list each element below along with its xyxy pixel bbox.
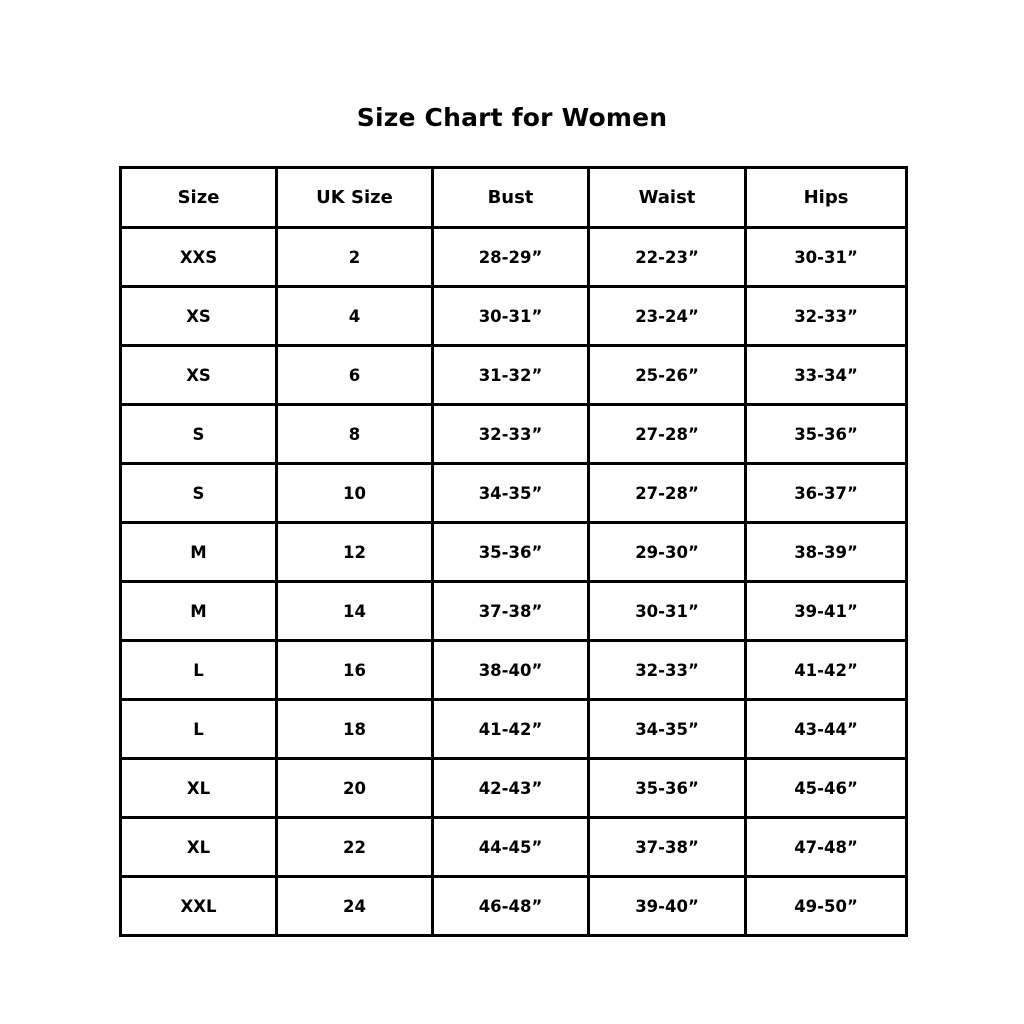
table-cell: 44-45”	[433, 818, 589, 877]
table-cell: 42-43”	[433, 759, 589, 818]
table-cell: 8	[277, 405, 433, 464]
size-chart-table-container	[119, 166, 905, 937]
table-cell: 35-36”	[589, 759, 746, 818]
table-cell: 34-35”	[589, 700, 746, 759]
table-cell: 33-34”	[746, 346, 907, 405]
table-cell: 37-38”	[433, 582, 589, 641]
table-cell: 12	[277, 523, 433, 582]
table-cell: XS	[121, 287, 277, 346]
table-cell: XXL	[121, 877, 277, 936]
table-cell: 32-33”	[589, 641, 746, 700]
table-row	[121, 346, 907, 405]
size-chart-table	[119, 166, 908, 937]
table-cell: 38-39”	[746, 523, 907, 582]
table-cell: 24	[277, 877, 433, 936]
table-row	[121, 641, 907, 700]
table-row	[121, 700, 907, 759]
table-cell: XL	[121, 759, 277, 818]
table-cell: 22	[277, 818, 433, 877]
table-row	[121, 877, 907, 936]
table-cell: S	[121, 464, 277, 523]
table-cell: 16	[277, 641, 433, 700]
table-cell: 37-38”	[589, 818, 746, 877]
table-body	[121, 228, 907, 936]
column-header-waist: Waist	[589, 168, 746, 228]
table-cell: 39-41”	[746, 582, 907, 641]
column-header-hips: Hips	[746, 168, 907, 228]
table-header-row	[121, 168, 907, 228]
table-cell: 35-36”	[433, 523, 589, 582]
table-cell: 2	[277, 228, 433, 287]
table-cell: 14	[277, 582, 433, 641]
table-row	[121, 523, 907, 582]
table-row	[121, 759, 907, 818]
column-header-uk-size: UK Size	[277, 168, 433, 228]
table-cell: 45-46”	[746, 759, 907, 818]
table-cell: 27-28”	[589, 405, 746, 464]
table-row	[121, 287, 907, 346]
table-cell: 10	[277, 464, 433, 523]
table-cell: 32-33”	[746, 287, 907, 346]
table-cell: 31-32”	[433, 346, 589, 405]
table-row	[121, 818, 907, 877]
table-cell: XS	[121, 346, 277, 405]
table-cell: XXS	[121, 228, 277, 287]
table-cell: M	[121, 523, 277, 582]
table-cell: 36-37”	[746, 464, 907, 523]
table-cell: 18	[277, 700, 433, 759]
table-row	[121, 464, 907, 523]
table-cell: 4	[277, 287, 433, 346]
table-cell: L	[121, 641, 277, 700]
table-cell: 39-40”	[589, 877, 746, 936]
column-header-bust: Bust	[433, 168, 589, 228]
table-cell: 25-26”	[589, 346, 746, 405]
table-cell: 34-35”	[433, 464, 589, 523]
table-cell: 20	[277, 759, 433, 818]
table-cell: XL	[121, 818, 277, 877]
table-row	[121, 405, 907, 464]
table-cell: 29-30”	[589, 523, 746, 582]
table-cell: 43-44”	[746, 700, 907, 759]
table-row	[121, 228, 907, 287]
table-cell: 30-31”	[746, 228, 907, 287]
page-title: Size Chart for Women	[356, 103, 668, 132]
table-cell: 41-42”	[746, 641, 907, 700]
table-cell: L	[121, 700, 277, 759]
table-cell: 35-36”	[746, 405, 907, 464]
table-cell: 27-28”	[589, 464, 746, 523]
table-cell: 6	[277, 346, 433, 405]
table-cell: 28-29”	[433, 228, 589, 287]
table-cell: 32-33”	[433, 405, 589, 464]
column-header-size: Size	[121, 168, 277, 228]
table-cell: 30-31”	[589, 582, 746, 641]
table-header	[121, 168, 907, 228]
table-cell: 47-48”	[746, 818, 907, 877]
table-cell: 30-31”	[433, 287, 589, 346]
table-cell: 38-40”	[433, 641, 589, 700]
table-cell: M	[121, 582, 277, 641]
table-cell: 23-24”	[589, 287, 746, 346]
table-cell: 41-42”	[433, 700, 589, 759]
table-cell: 46-48”	[433, 877, 589, 936]
table-row	[121, 582, 907, 641]
table-cell: S	[121, 405, 277, 464]
table-cell: 49-50”	[746, 877, 907, 936]
table-cell: 22-23”	[589, 228, 746, 287]
